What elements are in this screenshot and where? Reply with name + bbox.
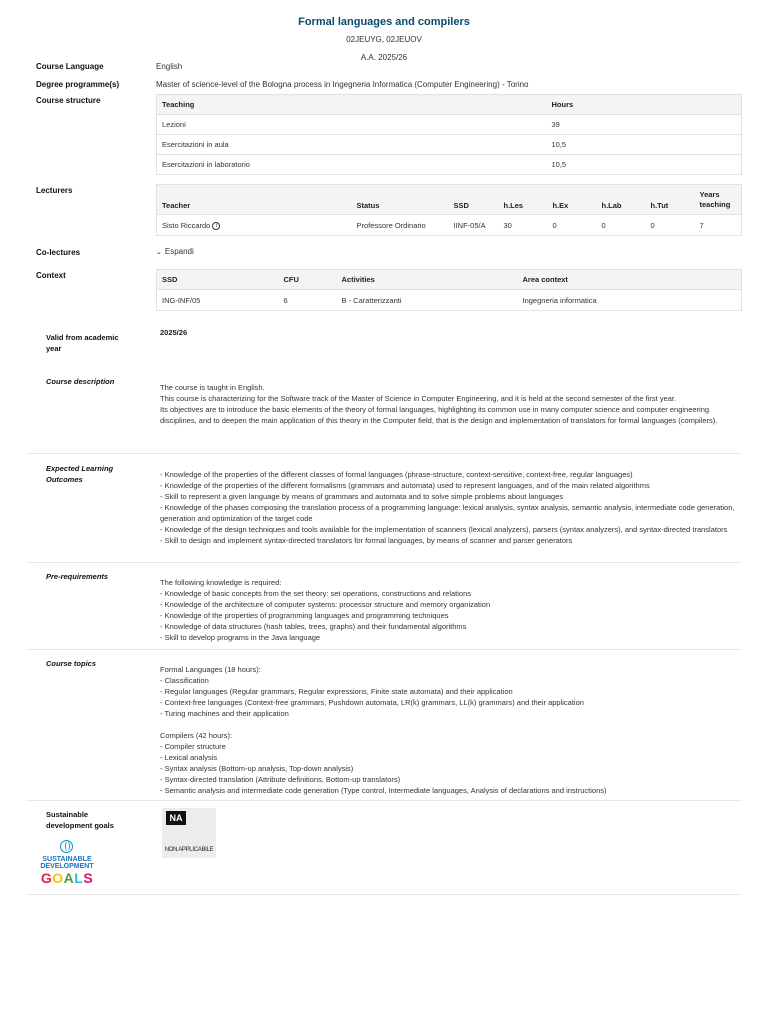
teacher-name-link[interactable]: Sisto Riccardo (162, 220, 211, 230)
teaching-header-line: teaching (699, 199, 731, 209)
activities-cell: B - Caratterizzanti (337, 290, 518, 311)
degree-programme-value: Master of science-level of the Bologna process in Ingegneria Informatica (Computer Engineering) - Torino (156, 80, 529, 89)
teaching-header: Teaching (157, 95, 547, 115)
outcome-line: - Skill to design and implement syntax-directed translators for formal languages, by means of scanner and parser generators (160, 536, 573, 545)
topic-line: - Regular languages (Regular grammars, Regular expressions, Finite state automata) and their application (160, 687, 513, 696)
course-structure-table (156, 94, 742, 175)
outcome-line: - Knowledge of the properties of the different classes of formal languages (phrase-structure, context-sensitive, context-free, regular languages) (160, 470, 633, 479)
teaching-cell: Esercitazioni in aula (157, 135, 547, 155)
goals-letter-g: G (40, 870, 53, 886)
goals-letter-o: O (52, 870, 64, 886)
expand-label: Espandi (164, 247, 194, 256)
prereq-line: - Knowledge of data structures (hash tables, trees, graphs) and their fundamental algorithms (160, 622, 467, 631)
topic-line: - Lexical analysis (160, 753, 218, 762)
outcome-line: - Knowledge of the phases composing the translation process of a programming language: lexical analysis, syntax analysis, semantic analysis, intermediate code generation, generation and optimization of the target code (160, 503, 735, 523)
topic-line: - Context-free languages (Context-free grammars, Pushdown automata, LR(k) grammars, LL(k) grammars) and their application (160, 698, 584, 707)
activities-header: Activities (337, 270, 518, 290)
expand-co-lectures-button[interactable] (156, 247, 194, 256)
prereq-line: - Knowledge of the architecture of computer systems: processor structure and memory organization (160, 600, 491, 609)
status-cell: Professore Ordinario (352, 215, 449, 236)
chevron-down-icon: ⌄ (156, 249, 162, 256)
outcome-line: - Knowledge of the properties of the different formalisms (grammars and automata) used to represent languages, and of the main related algorithms (160, 481, 650, 490)
sdg-logo-line1: SUSTAINABLE (42, 856, 92, 863)
hex-header: h.Ex (548, 185, 597, 215)
area-context-cell: Ingegneria informatica (518, 290, 742, 311)
years-header-line: Years (699, 189, 720, 199)
description-line: This course is characterizing for the Software track of the Master of Science in Computer Engineering, and it is held at the second semester of the first year. (160, 394, 677, 403)
years-teaching-header (695, 185, 742, 215)
info-icon[interactable]: i (212, 222, 220, 230)
page-title: Formal languages and compilers (298, 16, 470, 28)
table-header-row (157, 95, 742, 115)
topic-spacer (160, 719, 740, 730)
sdg-goals-word (40, 871, 94, 885)
course-description-text (160, 382, 740, 426)
table-row (157, 215, 742, 236)
teaching-cell: Esercitazioni in laboratorio (157, 155, 547, 175)
goals-letter-l: L (74, 870, 84, 886)
valid-from-label: Valid from academic year (46, 333, 119, 353)
section-divider (26, 562, 742, 563)
hours-cell: 10,5 (547, 135, 742, 155)
section-divider (26, 453, 742, 454)
prereq-line: - Knowledge of basic concepts from the set theory: set operations, constructions and relations (160, 589, 472, 598)
sdg-logo-line2: DEVELOPMENT (40, 863, 94, 870)
section-divider (26, 800, 742, 801)
topic-line: - Syntax-directed translation (Attribute definitions, Bottom-up translators) (160, 775, 401, 784)
sdg-label: Sustainable development goals (46, 810, 114, 830)
course-language-value: English (156, 62, 183, 71)
context-label: Context (36, 271, 66, 280)
outcome-line: - Skill to represent a given language by means of grammars and automata and to solve simple problems about languages (160, 492, 564, 501)
course-codes: 02JEUYG, 02JEUOV (346, 35, 422, 44)
sdg-logo (40, 840, 94, 888)
sdg-not-applicable-tile (162, 808, 216, 858)
teacher-cell[interactable] (157, 215, 352, 236)
co-lectures-label: Co-lectures (36, 248, 81, 257)
topic-line: - Compiler structure (160, 742, 226, 751)
years-cell: 7 (695, 215, 742, 236)
hlab-header: h.Lab (597, 185, 646, 215)
cfu-cell: 6 (279, 290, 337, 311)
table-header-row (157, 185, 742, 215)
course-structure-label: Course structure (36, 96, 101, 105)
teacher-header: Teacher (157, 185, 352, 215)
na-text: NON APPLICABILE (164, 847, 214, 853)
prereq-line: The following knowledge is required: (160, 578, 282, 587)
table-row (157, 115, 742, 135)
academic-year: A.A. 2025/26 (360, 53, 408, 62)
topic-line: - Syntax analysis (Bottom-up analysis, Top-down analysis) (160, 764, 354, 773)
topic-line: - Classification (160, 676, 209, 685)
section-divider (26, 649, 742, 650)
hours-cell: 39 (547, 115, 742, 135)
teaching-cell: Lezioni (157, 115, 547, 135)
hours-header: Hours (547, 95, 742, 115)
hours-cell: 10,5 (547, 155, 742, 175)
goals-letter-s: S (83, 870, 94, 886)
na-badge: NA (166, 811, 186, 825)
ssd-header: SSD (449, 185, 499, 215)
cfu-header: CFU (279, 270, 337, 290)
ssd-cell: ING-INF/05 (157, 290, 279, 311)
un-globe-icon (60, 840, 73, 853)
outcome-line: - Knowledge of the design techniques and tools available for the implementation of scanners (lexical analyzers), parsers (syntax analyzers), and syntax-directed translators (160, 525, 728, 534)
section-divider (26, 894, 742, 895)
hlab-cell: 0 (597, 215, 646, 236)
prerequirements-label: Pre-requirements (46, 572, 109, 581)
description-line: Its objectives are to introduce the basic elements of the theory of formal languages, highlighting its common use in many computer science and computer engineering disciplines, and to deepen the main application of this theory in the Computer field, that is the design and implementation of translators for formal languages (compilers). (160, 405, 718, 425)
context-table (156, 269, 742, 311)
table-header-row (157, 270, 742, 290)
lecturers-label: Lecturers (36, 186, 73, 195)
area-context-header: Area context (518, 270, 742, 290)
htut-header: h.Tut (646, 185, 695, 215)
course-description-label: Course description (46, 377, 115, 386)
course-topics-label: Course topics (46, 659, 97, 668)
prereq-line: - Skill to develop programs in the Java language (160, 633, 321, 642)
topic-line: - Turing machines and their application (160, 709, 289, 718)
goals-letter-a: A (63, 870, 75, 886)
htut-cell: 0 (646, 215, 695, 236)
prereq-line: - Knowledge of the properties of programming languages and programming techniques (160, 611, 449, 620)
hles-header: h.Les (499, 185, 548, 215)
valid-from-value: 2025/26 (160, 328, 188, 337)
lecturers-table (156, 184, 742, 236)
course-language-label: Course Language (36, 62, 104, 71)
description-line: The course is taught in English. (160, 383, 265, 392)
table-row (157, 155, 742, 175)
topic-line: - Semantic analysis and intermediate code generation (Type control, Intermediate languages, Analysis of declarations and instructions) (160, 786, 607, 795)
expected-outcomes-label: Expected Learning Outcomes (46, 464, 114, 484)
ssd-cell: IINF-05/A (449, 215, 499, 236)
hles-cell: 30 (499, 215, 548, 236)
status-header: Status (352, 185, 449, 215)
hex-cell: 0 (548, 215, 597, 236)
course-topics-text (160, 664, 740, 796)
degree-programme-label: Degree programme(s) (36, 80, 120, 89)
topic-line: Compilers (42 hours): (160, 731, 233, 740)
topic-line: Formal Languages (18 hours): (160, 665, 261, 674)
prerequirements-text (160, 577, 740, 643)
table-row (157, 290, 742, 311)
ssd-header: SSD (157, 270, 279, 290)
expected-outcomes-text (160, 469, 740, 546)
table-row (157, 135, 742, 155)
